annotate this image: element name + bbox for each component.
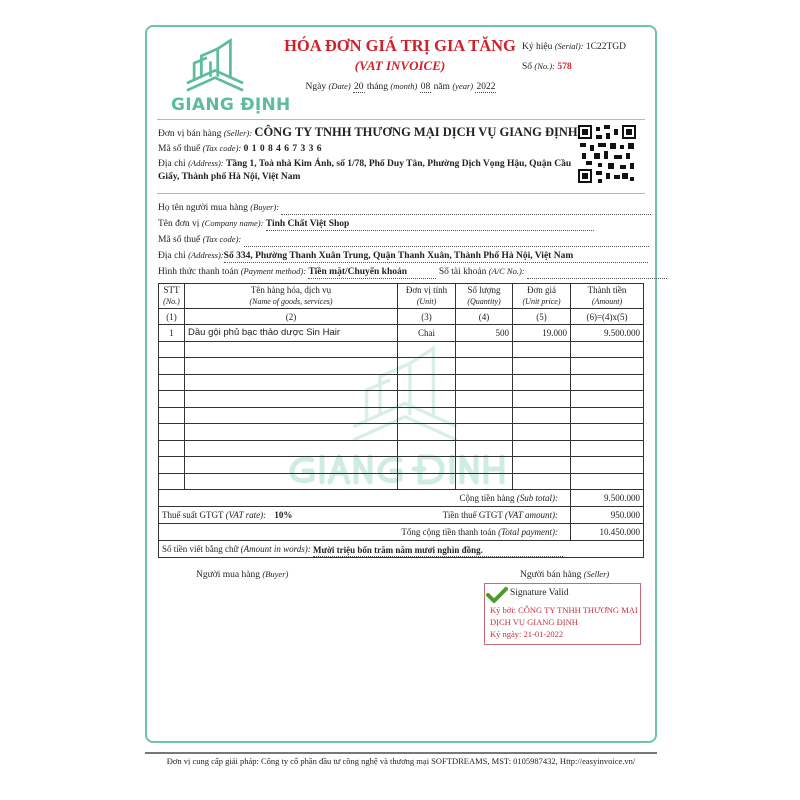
column-header: Đơn vị tính (Unit) — [398, 284, 456, 309]
column-header: Tên hàng hóa, dịch vụ (Name of goods, services) — [185, 284, 398, 309]
empty-cell — [398, 358, 456, 375]
vat-amount-label-cell: Tiền thuế GTGT (VAT amount): — [398, 507, 571, 524]
vat-rate-cell: Thuế suất GTGT (VAT rate): 10% — [159, 507, 398, 524]
divider — [157, 119, 645, 120]
empty-table-row — [159, 440, 644, 457]
empty-cell — [456, 407, 513, 424]
signature-valid-text: Signature Valid — [510, 588, 569, 598]
empty-cell — [513, 407, 571, 424]
empty-cell — [159, 391, 185, 408]
buyer-tax-code — [244, 235, 649, 247]
empty-cell — [571, 341, 644, 358]
empty-cell — [398, 473, 456, 490]
empty-cell — [513, 440, 571, 457]
empty-table-row — [159, 424, 644, 441]
date-month: 08 — [420, 82, 431, 92]
account-number — [527, 267, 667, 279]
empty-cell — [185, 341, 398, 358]
buyer-company-line: Tên đơn vị (Company name): Tinh Chất Việt Shop — [158, 217, 594, 231]
column-index: (3) — [398, 309, 456, 325]
empty-table-row — [159, 457, 644, 474]
footer-text: Đơn vị cung cấp giải pháp: Công ty cổ phần đầu tư công nghệ và thương mại SOFTDREAMS, MST: 0105987432, Http://easyinvoice.vn/ — [166, 756, 636, 766]
vat-amount: 950.000 — [571, 507, 644, 524]
empty-cell — [513, 358, 571, 375]
empty-cell — [159, 407, 185, 424]
buyer-signature-label: Người mua hàng (Buyer) — [196, 569, 289, 580]
cell-name: Dầu gội phủ bạc thảo dược Sin Hair — [185, 325, 398, 342]
date-year: 2022 — [476, 82, 496, 92]
invoice-date: Ngày (Date) 20 tháng (month) 08 năm (year) 2022 — [305, 81, 496, 92]
empty-cell — [513, 473, 571, 490]
buyer-name-line: Họ tên người mua hàng (Buyer): — [158, 201, 651, 215]
empty-cell — [571, 473, 644, 490]
vat-row — [159, 507, 644, 524]
building-logo-icon — [170, 36, 260, 94]
empty-cell — [185, 374, 398, 391]
empty-cell — [456, 424, 513, 441]
subtotal-value: 9.500.000 — [571, 490, 644, 507]
empty-cell — [185, 358, 398, 375]
divider — [157, 193, 645, 194]
signed-date: Ký ngày: 21-01-2022 — [490, 629, 564, 639]
empty-cell — [185, 424, 398, 441]
empty-table-row — [159, 391, 644, 408]
brand-name: GIANG ĐỊNH — [171, 95, 291, 115]
column-index: (2) — [185, 309, 398, 325]
empty-cell — [571, 440, 644, 457]
payment-method: Tiền mặt/Chuyển khoản — [308, 266, 436, 279]
empty-cell — [159, 440, 185, 457]
buyer-tax-line: Mã số thuế (Tax code): — [158, 233, 649, 247]
column-index: (1) — [159, 309, 185, 325]
buyer-address-line: Địa chỉ (Address):Số 334, Phường Thanh Xuân Trung, Quận Thanh Xuân, Thành Phố Hà Nội, Việt Nam — [158, 249, 648, 263]
checkmark-icon — [486, 586, 508, 604]
empty-table-row — [159, 374, 644, 391]
items-table — [158, 283, 644, 558]
seller-tax-line: Mã số thuế (Tax code): 0 1 0 8 4 6 7 3 3 6 — [158, 143, 322, 154]
invoice-number: 578 — [557, 62, 572, 72]
seller-tax-code: 0 1 0 8 4 6 7 3 3 6 — [243, 144, 322, 154]
seller-address-line: Địa chỉ (Address): Tầng 1, Toà nhà Kim Ánh, số 1/78, Phố Duy Tân, Phường Dịch Vọng Hậu, Quận Cầu — [158, 158, 572, 169]
empty-cell — [571, 391, 644, 408]
empty-cell — [398, 341, 456, 358]
table-index-row — [159, 309, 644, 325]
serial-field: Ký hiệu (Serial): 1C22TGD — [522, 41, 627, 52]
invoice-subtitle: (VAT INVOICE) — [354, 58, 446, 73]
buyer-company: Tinh Chất Việt Shop — [266, 218, 594, 231]
empty-cell — [398, 374, 456, 391]
empty-table-row — [159, 407, 644, 424]
empty-cell — [513, 391, 571, 408]
amount-in-words: Mười triệu bốn trăm năm mươi nghìn đồng. — [313, 544, 563, 557]
buyer-name — [281, 203, 651, 215]
date-day: 20 — [354, 82, 364, 92]
empty-cell — [398, 457, 456, 474]
table-header — [159, 284, 644, 309]
empty-table-row — [159, 358, 644, 375]
signed-by-line-2: DỊCH VỤ GIANG ĐỊNH — [490, 617, 578, 627]
empty-cell — [398, 424, 456, 441]
empty-cell — [571, 424, 644, 441]
qr-code-icon — [578, 125, 636, 183]
cell-unit: Chai — [398, 325, 456, 342]
invoice-number-field: Số (No.): 578 — [522, 61, 572, 72]
footer-divider — [145, 752, 657, 754]
table-row — [159, 325, 644, 342]
subtotal-row: Cộng tiền hàng (Sub total): 9.500.000 — [159, 490, 644, 507]
empty-cell — [513, 374, 571, 391]
empty-cell — [159, 457, 185, 474]
empty-cell — [398, 391, 456, 408]
column-header: Thành tiền (Amount) — [571, 284, 644, 309]
empty-cell — [456, 374, 513, 391]
cell-no: 1 — [159, 325, 185, 342]
empty-cell — [159, 424, 185, 441]
empty-cell — [456, 358, 513, 375]
empty-cell — [185, 407, 398, 424]
empty-cell — [456, 391, 513, 408]
empty-cell — [185, 391, 398, 408]
empty-cell — [571, 457, 644, 474]
seller-name: CÔNG TY TNHH THƯƠNG MẠI DỊCH VỤ GIANG ĐỊNH — [254, 125, 578, 139]
seller-address-line-2: Giấy, Thành phố Hà Nội, Việt Nam — [158, 172, 301, 182]
amount-in-words-row: Số tiền viết bằng chữ (Amount in words): Mười triệu bốn trăm năm mươi nghìn đồng. — [159, 541, 644, 558]
empty-cell — [456, 440, 513, 457]
empty-table-row — [159, 473, 644, 490]
payment-line: Hình thức thanh toán (Payment method): Tiền mặt/Chuyển khoản Số tài khoản (A/C No.): — [158, 265, 667, 279]
column-index: (6)=(4)x(5) — [571, 309, 644, 325]
cell-amount: 9.500.000 — [571, 325, 644, 342]
empty-cell — [571, 374, 644, 391]
empty-cell — [185, 473, 398, 490]
seller-line: Đơn vị bán hàng (Seller): CÔNG TY TNHH THƯƠNG MẠI DỊCH VỤ GIANG ĐỊNH — [158, 125, 578, 139]
column-header: STT (No.) — [159, 284, 185, 309]
empty-cell — [571, 358, 644, 375]
empty-cell — [185, 440, 398, 457]
total-value: 10.450.000 — [571, 524, 644, 541]
empty-cell — [398, 407, 456, 424]
cell-price: 19.000 — [513, 325, 571, 342]
invoice-title: HÓA ĐƠN GIÁ TRỊ GIA TĂNG — [284, 36, 516, 55]
empty-cell — [513, 424, 571, 441]
empty-cell — [571, 407, 644, 424]
empty-cell — [159, 341, 185, 358]
vat-rate: 10% — [274, 509, 293, 520]
column-header: Đơn giá (Unit price) — [513, 284, 571, 309]
empty-cell — [513, 341, 571, 358]
empty-cell — [185, 457, 398, 474]
signed-by-line: Ký bởi: CÔNG TY TNHH THƯƠNG MẠI — [490, 605, 638, 615]
cell-qty: 500 — [456, 325, 513, 342]
empty-cell — [456, 341, 513, 358]
column-header: Số lượng (Quantity) — [456, 284, 513, 309]
empty-cell — [159, 374, 185, 391]
column-index: (4) — [456, 309, 513, 325]
empty-cell — [159, 358, 185, 375]
serial-value: 1C22TGD — [585, 42, 627, 52]
empty-cell — [456, 457, 513, 474]
buyer-address: Số 334, Phường Thanh Xuân Trung, Quận Thanh Xuân, Thành Phố Hà Nội, Việt Nam — [224, 250, 648, 263]
empty-cell — [159, 473, 185, 490]
total-row: Tổng cộng tiền thanh toán (Total payment): 10.450.000 — [159, 524, 644, 541]
empty-cell — [456, 473, 513, 490]
empty-table-row — [159, 341, 644, 358]
empty-cell — [513, 457, 571, 474]
seller-signature-label: Người bán hàng (Seller) — [520, 569, 610, 580]
column-index: (5) — [513, 309, 571, 325]
empty-cell — [398, 440, 456, 457]
